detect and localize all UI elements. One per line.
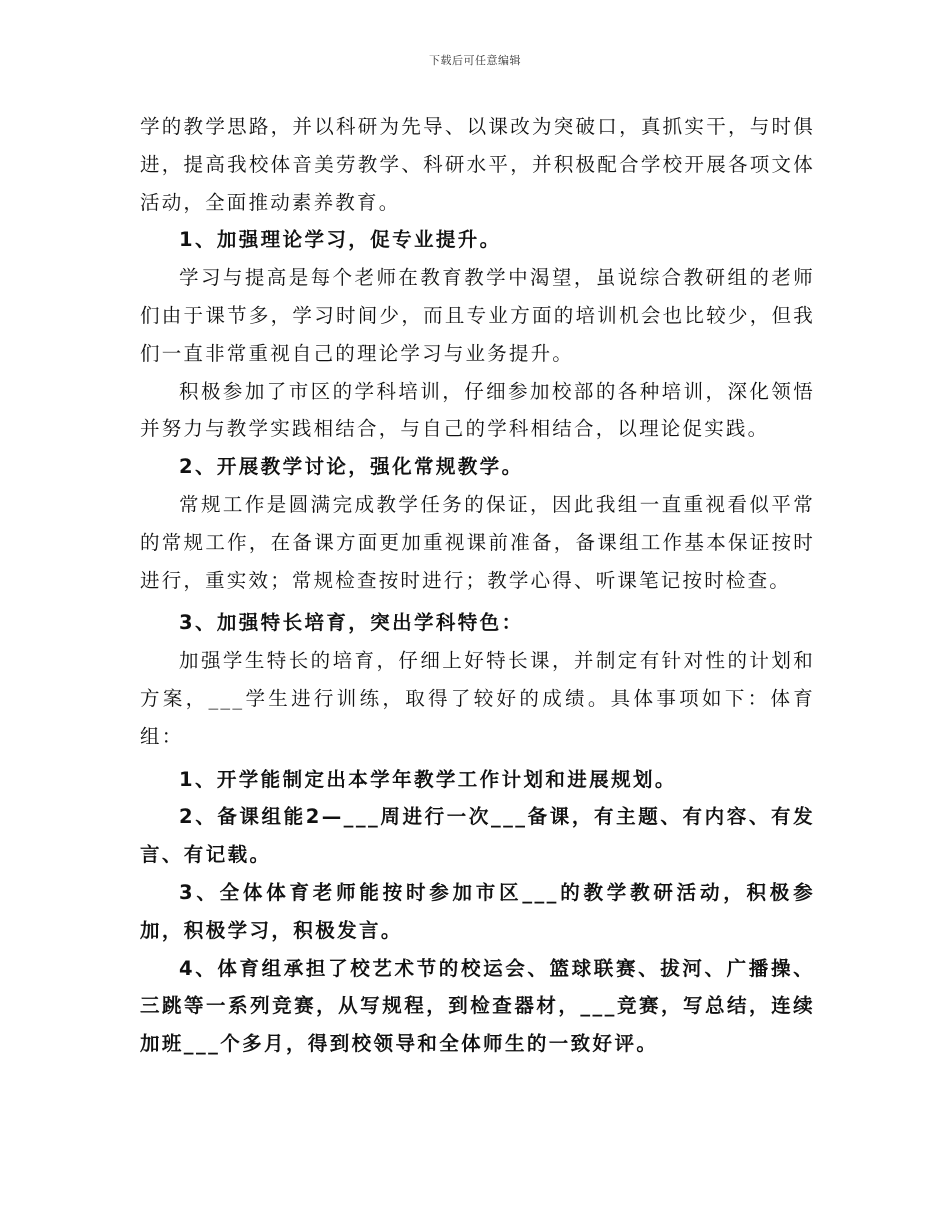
section-heading-specialty: 3、加强特长培育，突出学科特色：: [179, 611, 524, 635]
paragraph-routine: 常规工作是圆满完成教学任务的保证，因此我组一直重视看似平常的常规工作，在备课方面更加重视课前准备，备课组工作基本保证按时进行，重实效；常规检查按时进行；教学心得、听课笔记按时检查。: [140, 492, 815, 592]
paragraph-specialty: 加强学生特长的培育，仔细上好特长课，并制定有针对性的计划和方案，___学生进行训练，取得了较好的成绩。具体事项如下：体育组：: [140, 649, 815, 748]
paragraph-intro: 学的教学思路，并以科研为先导、以课改为突破口，真抓实干，与时俱进，提高我校体音美劳教学、科研水平，并积极配合学校开展各项文体活动，全面推动素养教育。: [140, 115, 815, 214]
list-item-activities: 3、全体体育老师能按时参加市区___的教学教研活动，积极参加，积极学习，积极发言。: [140, 880, 815, 942]
list-item-lesson-prep: 2、备课组能2—___周进行一次___备课，有主题、有内容、有发言、有记载。: [140, 805, 815, 867]
list-item-plan: 1、开学能制定出本学年教学工作计划和进展规划。: [179, 767, 677, 791]
section-heading-teaching: 2、开展教学讨论，强化常规教学。: [179, 455, 524, 479]
paragraph-training: 积极参加了市区的学科培训，仔细参加校部的各种培训，深化领悟并努力与教学实践相结合，与自己的学科相结合，以理论促实践。: [140, 379, 815, 441]
section-heading-theory: 1、加强理论学习，促专业提升。: [179, 228, 502, 252]
paragraph-learning: 学习与提高是每个老师在教育教学中渴望，虽说综合教研组的老师们由于课节多，学习时间少，而且专业方面的培训机会也比较少，但我们一直非常重视自己的理论学习与业务提升。: [140, 266, 815, 365]
page-header: 下载后可任意编辑: [429, 54, 521, 67]
document-body: [140, 108, 815, 1063]
list-item-competitions: 4、体育组承担了校艺术节的校运会、篮球联赛、拔河、广播操、三跳等一系列竞赛，从写规程，到检查器材，___竞赛，写总结，连续加班___个多月，得到校领导和全体师生的一致好评。: [140, 956, 815, 1056]
